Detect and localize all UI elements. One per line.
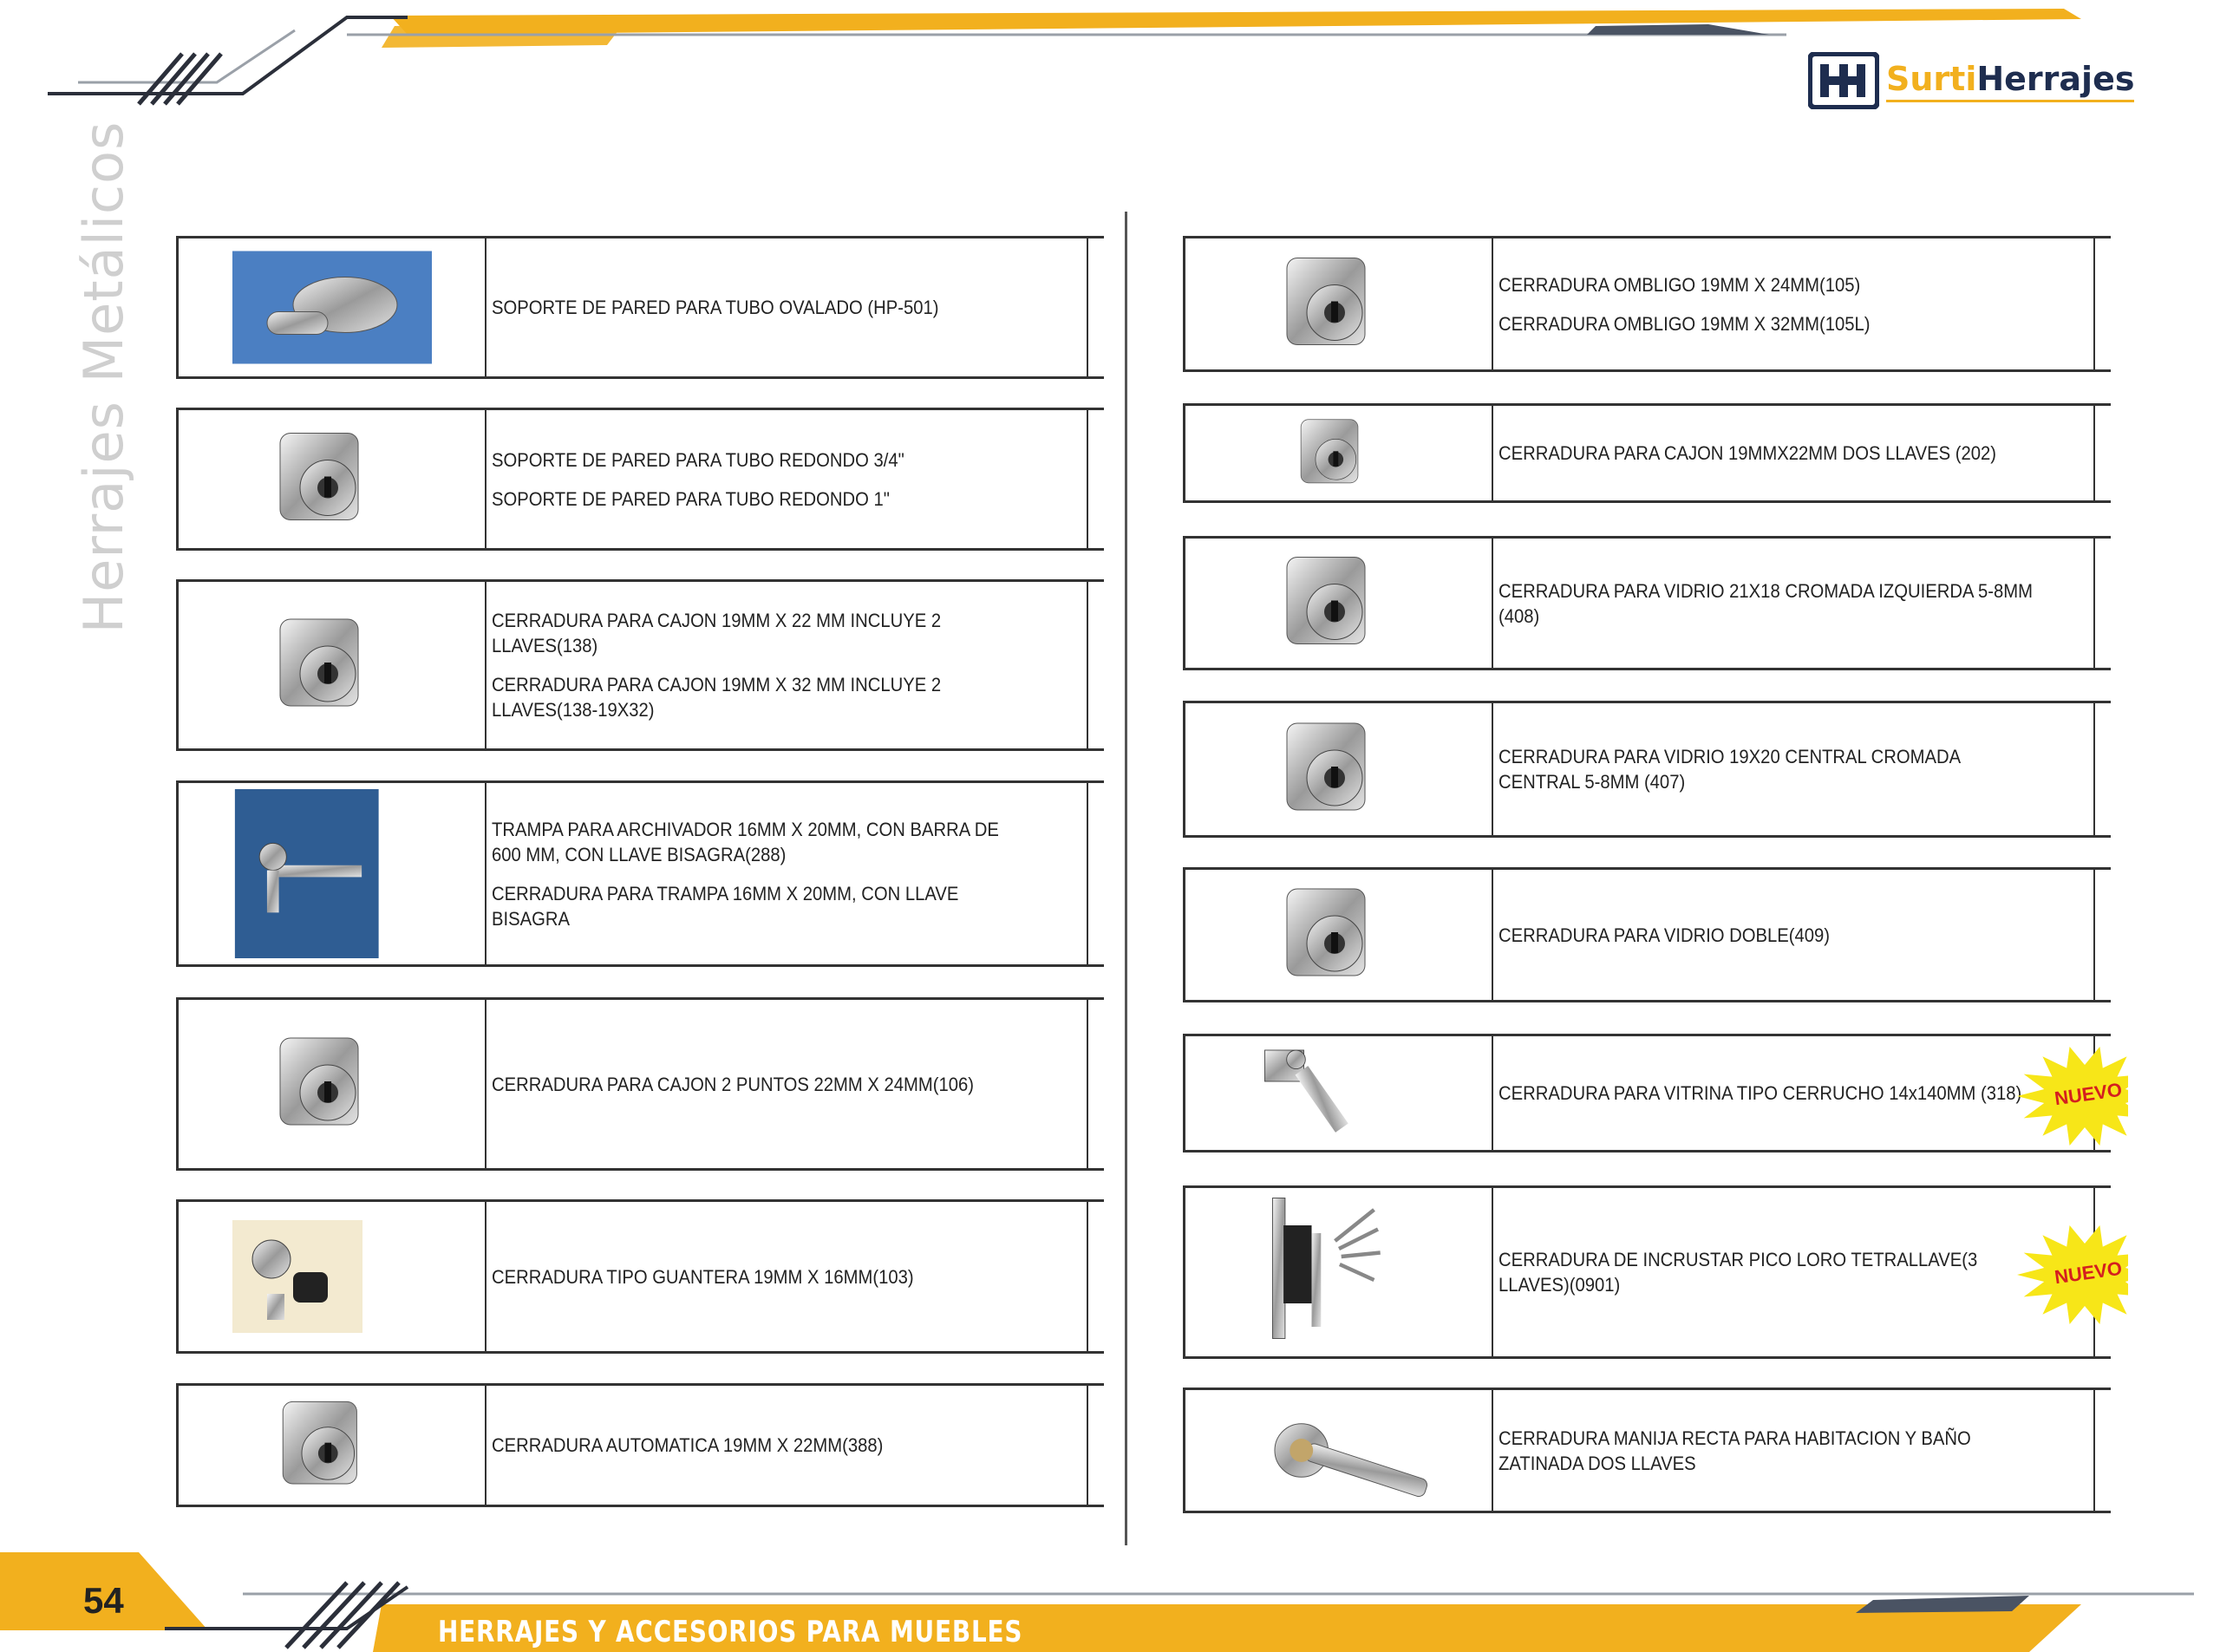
product-description-cell [488, 783, 1088, 964]
navel-lock-image [1239, 245, 1439, 363]
product-description-cell [488, 1202, 1088, 1351]
product-description: CERRADURA OMBLIGO 19MM X 24MM(105) [1498, 273, 1861, 296]
product-description-cell [488, 582, 1088, 748]
product-row [1183, 536, 2111, 670]
mortise-hook-lock-image [1239, 1194, 1439, 1350]
product-description: TRAMPA PARA ARCHIVADOR 16MM X 20MM, CON BARRA DE 600 MM, CON LLAVE BISAGRA(288) [492, 818, 999, 865]
product-description-cell [488, 238, 1088, 376]
two-point-drawer-lock-image [232, 1006, 432, 1162]
glass-lock-central-image [1239, 709, 1439, 829]
product-row [176, 1383, 1104, 1507]
product-row [1183, 867, 2111, 1002]
product-description: CERRADURA PARA VIDRIO DOBLE(409) [1498, 924, 1831, 946]
product-row [1183, 403, 2111, 503]
product-description-cell [1495, 703, 2095, 835]
lever-handle-lock-image [1239, 1396, 1439, 1505]
product-description-cell [488, 1386, 1088, 1505]
product-description: SOPORTE DE PARED PARA TUBO OVALADO (HP-501) [492, 297, 939, 318]
product-description: CERRADURA PARA VITRINA TIPO CERRUCHO 14x140MM (318) [1498, 1082, 2022, 1104]
product-row [176, 780, 1104, 967]
product-image-cell [179, 1202, 486, 1351]
product-description-cell [1495, 238, 2095, 369]
product-description-cell [1495, 1390, 2095, 1511]
page-number: 54 [83, 1580, 124, 1621]
product-image-cell [1185, 703, 1493, 835]
glass-lock-left-image [1239, 545, 1439, 662]
product-image-cell [179, 238, 486, 376]
product-row [176, 1199, 1104, 1354]
product-description: CERRADURA PARA VIDRIO 21X18 CROMADA IZQUIERDA 5-8MM (408) [1498, 579, 2033, 627]
product-description-cell [488, 1000, 1088, 1168]
product-description: CERRADURA AUTOMATICA 19MM X 22MM(388) [492, 1434, 884, 1456]
product-description-cell [1495, 1036, 2095, 1150]
section-title: Herrajes Metálicos [72, 121, 135, 634]
product-row [176, 997, 1104, 1171]
top-yellow-band [390, 9, 2081, 35]
product-description-cell [1495, 539, 2095, 668]
column-divider [1125, 212, 1127, 1545]
product-description: CERRADURA PARA TRAMPA 16MM X 20MM, CON LLAVE BISAGRA [492, 882, 959, 930]
footer-title: HERRAJES Y ACCESORIOS PARA MUEBLES [438, 1615, 1023, 1649]
new-badge [2007, 1218, 2128, 1331]
product-description: CERRADURA MANIJA RECTA PARA HABITACION Y BAÑO ZATINADA DOS LLAVES [1498, 1427, 1971, 1474]
product-image-cell [179, 582, 486, 748]
product-image-cell [179, 410, 486, 548]
showcase-ratchet-lock-image [1239, 1042, 1439, 1144]
product-description: CERRADURA PARA CAJON 19MM X 32 MM INCLUYE 2 LLAVES(138-19X32) [492, 674, 942, 721]
product-row [1183, 1185, 2124, 1359]
product-image-cell [1185, 539, 1493, 668]
product-description: CERRADURA PARA CAJON 19MM X 22 MM INCLUYE 2 LLAVES(138) [492, 610, 942, 656]
round-tube-bracket-image [232, 416, 432, 542]
product-image-cell [1185, 1036, 1493, 1150]
filing-cabinet-lock-image [232, 789, 432, 958]
product-description: CERRADURA PARA CAJON 2 PUNTOS 22MM X 24MM(106) [492, 1073, 974, 1095]
automatic-lock-image [232, 1392, 432, 1499]
product-image-cell [179, 1000, 486, 1168]
product-description: CERRADURA DE INCRUSTAR PICO LORO TETRALLAVE(3 LLAVES)(0901) [1498, 1249, 1978, 1296]
product-image-cell [179, 783, 486, 964]
product-image-cell [179, 1386, 486, 1505]
product-description: CERRADURA PARA VIDRIO 19X20 CENTRAL CROMADA CENTRAL 5-8MM (407) [1498, 746, 1961, 793]
product-row [1183, 1388, 2111, 1513]
glovebox-lock-image [232, 1208, 432, 1345]
product-row [176, 579, 1104, 751]
product-image-cell [1185, 238, 1493, 369]
new-badge-label: NUEVO [2053, 1257, 2124, 1289]
brand-name-part1: Surti [1886, 59, 1977, 98]
footer-dark-accent [1856, 1596, 2029, 1613]
new-badge [2007, 1040, 2128, 1152]
top-dark-accent [1587, 24, 1769, 35]
product-description-cell [1495, 870, 2095, 1000]
product-row [176, 408, 1104, 551]
product-description: CERRADURA TIPO GUANTERA 19MM X 16MM(103) [492, 1265, 914, 1288]
product-description-cell [488, 410, 1088, 548]
product-description-cell [1495, 406, 2095, 500]
drawer-lock-image [232, 588, 432, 742]
brand-mark-icon [1808, 52, 1879, 109]
product-description: SOPORTE DE PARED PARA TUBO REDONDO 3/4" [492, 448, 904, 471]
product-image-cell [1185, 406, 1493, 500]
double-glass-lock-image [1239, 876, 1439, 994]
product-description: CERRADURA OMBLIGO 19MM X 32MM(105L) [1498, 312, 1871, 335]
top-stripes-icon [139, 54, 221, 104]
product-description: CERRADURA PARA CAJON 19MMX22MM DOS LLAVES (202) [1498, 442, 1997, 464]
oval-tube-bracket-image [232, 245, 432, 370]
product-row [1183, 236, 2111, 372]
brand-name-part2: Herrajes [1976, 59, 2135, 98]
brand-logo [1808, 50, 2134, 111]
product-image-cell [1185, 870, 1493, 1000]
product-image-cell [1185, 1390, 1493, 1511]
product-image-cell [1185, 1188, 1493, 1356]
new-badge-label: NUEVO [2053, 1078, 2124, 1109]
product-row [1183, 1034, 2124, 1152]
product-description-cell [1495, 1188, 2095, 1356]
product-row [176, 236, 1104, 379]
drawer-lock-small-image [1239, 412, 1439, 494]
product-description: SOPORTE DE PARED PARA TUBO REDONDO 1" [492, 487, 890, 510]
product-row [1183, 701, 2111, 838]
